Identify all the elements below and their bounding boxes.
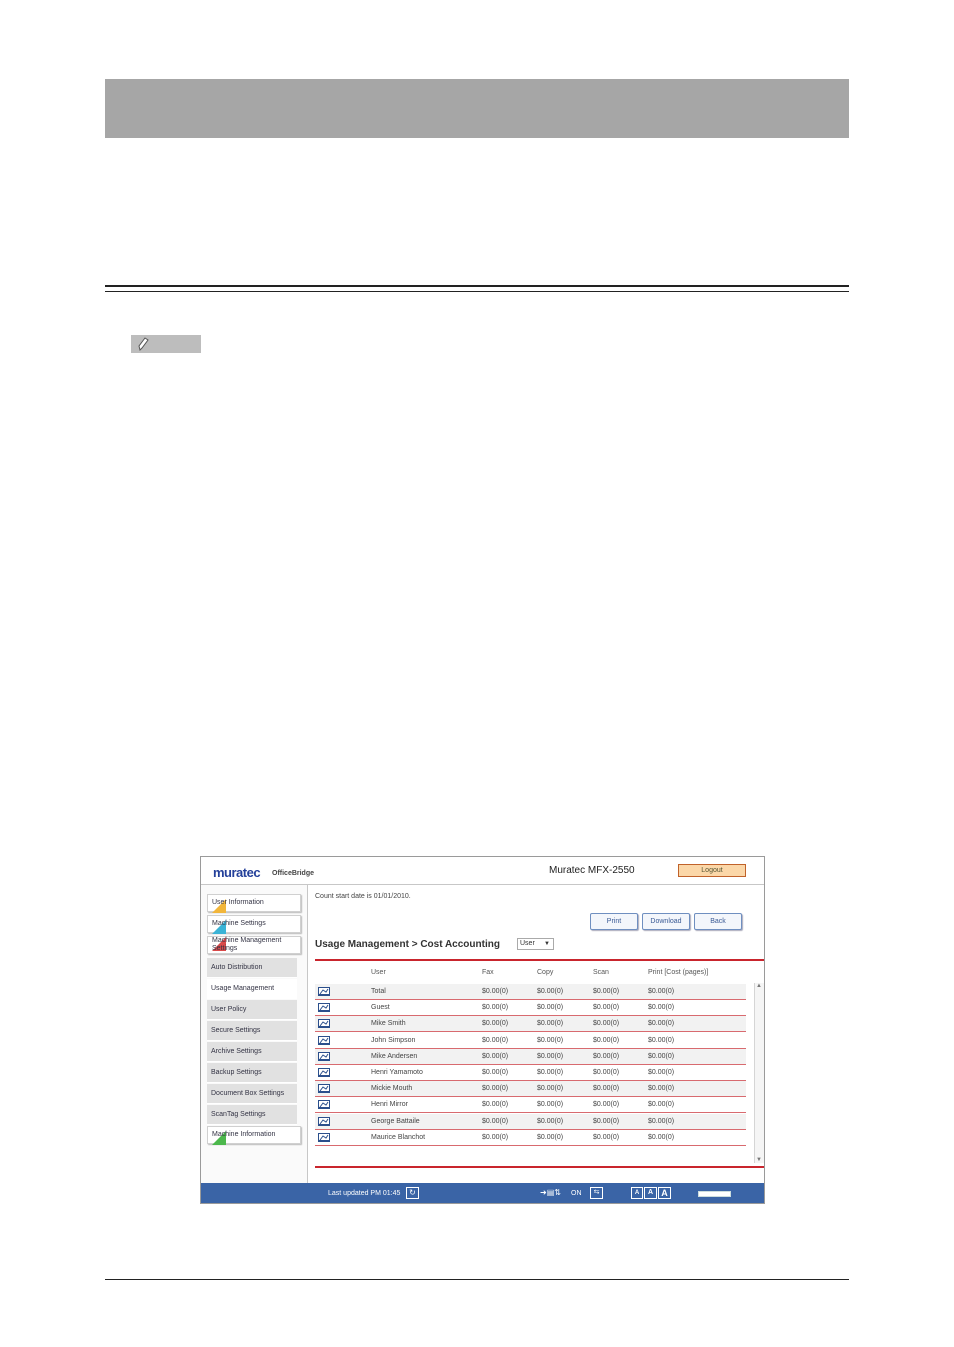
- column-header-user: User: [371, 969, 386, 976]
- cost-cell: $0.00(0): [648, 1069, 675, 1076]
- sidebar-item-secure-settings[interactable]: [207, 1021, 297, 1041]
- cost-cell: $0.00(0): [537, 1052, 564, 1060]
- cost-cell: $0.00(0): [537, 1085, 564, 1093]
- cost-cell: $0.00(0): [593, 1085, 620, 1093]
- user-detail-icon[interactable]: [318, 1117, 330, 1126]
- scroll-down-icon[interactable]: ▼: [756, 1157, 762, 1163]
- table-top-rule: [315, 959, 764, 961]
- user-name-cell: Henri Yamamoto: [371, 1069, 423, 1076]
- sidebar-item-user-policy[interactable]: [207, 1000, 297, 1020]
- user-name-cell: Total: [371, 988, 386, 995]
- column-header-print: Print [Cost (pages)]: [648, 969, 709, 976]
- cost-cell: $0.00(0): [537, 1133, 564, 1141]
- download-button[interactable]: Download: [642, 913, 690, 930]
- connection-toggle-icon[interactable]: ⇆: [590, 1187, 603, 1199]
- sidebar-item-label: Machine Information: [212, 1131, 276, 1138]
- sidebar-item-label: Backup Settings: [211, 1069, 262, 1076]
- status-progress-bar: [698, 1191, 731, 1197]
- sidebar: [201, 885, 308, 1183]
- user-name-cell: Mike Andersen: [371, 1052, 418, 1060]
- section-rule-thin: [105, 291, 849, 292]
- cost-cell: $0.00(0): [593, 1004, 620, 1012]
- sidebar-item-user-information[interactable]: [207, 894, 301, 912]
- cost-cell: $0.00(0): [648, 1101, 675, 1109]
- model-name: Muratec MFX-2550: [549, 865, 635, 876]
- cost-cell: $0.00(0): [482, 1069, 509, 1076]
- last-updated: Last updated PM 01:45: [328, 1190, 401, 1197]
- sidebar-item-archive-settings[interactable]: [207, 1042, 297, 1062]
- section-rule: [105, 285, 849, 287]
- cost-cell: $0.00(0): [482, 1133, 509, 1141]
- sidebar-item-label: ScanTag Settings: [211, 1111, 266, 1118]
- cost-cell: $0.00(0): [648, 1133, 675, 1141]
- column-header-copy: Copy: [537, 969, 554, 976]
- column-header-scan: Scan: [593, 969, 609, 976]
- user-detail-icon[interactable]: [318, 1068, 330, 1077]
- table-bottom-rule: [315, 1166, 764, 1168]
- cost-cell: $0.00(0): [648, 1052, 675, 1060]
- table-row: [315, 1000, 746, 1016]
- network-status-icon: ➜▤⇅: [540, 1188, 561, 1197]
- cost-cell: $0.00(0): [648, 988, 675, 995]
- view-select-value: User: [520, 940, 535, 947]
- cost-cell: $0.00(0): [593, 1117, 620, 1125]
- table-scrollbar[interactable]: [754, 983, 764, 1163]
- cost-cell: $0.00(0): [482, 1004, 509, 1012]
- table-row: [315, 1016, 746, 1032]
- user-name-cell: Henri Mirror: [371, 1101, 408, 1109]
- sidebar-item-label: User Information: [212, 899, 264, 906]
- cost-cell: $0.00(0): [648, 1085, 675, 1093]
- user-name-cell: Maurice Blanchot: [371, 1133, 426, 1141]
- sidebar-item-label: Document Box Settings: [211, 1090, 285, 1097]
- table-row: [315, 1049, 746, 1065]
- sidebar-item-machine-management-settings[interactable]: [207, 936, 301, 954]
- brand-logo: muratec: [213, 865, 261, 880]
- cost-cell: $0.00(0): [537, 1036, 564, 1044]
- cost-cell: $0.00(0): [482, 1117, 509, 1125]
- cost-cell: $0.00(0): [537, 1069, 564, 1076]
- user-detail-icon[interactable]: [318, 1003, 330, 1012]
- cost-cell: $0.00(0): [482, 988, 509, 995]
- cost-cell: $0.00(0): [482, 1085, 509, 1093]
- user-name-cell: Mickie Mouth: [371, 1085, 413, 1093]
- main-panel: [308, 885, 764, 1183]
- chapter-header-band: [105, 79, 849, 138]
- user-detail-icon[interactable]: [318, 1052, 330, 1061]
- cost-cell: $0.00(0): [482, 1052, 509, 1060]
- sidebar-item-label: Auto Distribution: [211, 964, 263, 971]
- cost-cell: $0.00(0): [482, 1101, 509, 1109]
- scroll-up-icon[interactable]: ▲: [756, 983, 762, 989]
- sidebar-item-auto-distribution[interactable]: [207, 958, 297, 978]
- user-detail-icon[interactable]: [318, 1100, 330, 1109]
- user-name-cell: John Simpson: [371, 1036, 416, 1044]
- sidebar-item-label: Secure Settings: [211, 1027, 261, 1034]
- table-row: [315, 1097, 746, 1113]
- cost-cell: $0.00(0): [593, 1133, 620, 1141]
- user-detail-icon[interactable]: [318, 1084, 330, 1093]
- cost-cell: $0.00(0): [537, 1004, 564, 1012]
- user-detail-icon[interactable]: [318, 1019, 330, 1028]
- font-size-small-button[interactable]: A: [631, 1187, 643, 1199]
- count-start-date: Count start date is 01/01/2010.: [315, 893, 411, 900]
- cost-cell: $0.00(0): [593, 1020, 620, 1028]
- cost-cell: $0.00(0): [537, 988, 564, 995]
- logout-button[interactable]: Logout: [678, 864, 746, 877]
- refresh-icon[interactable]: ↻: [406, 1187, 419, 1199]
- cost-cell: $0.00(0): [648, 1004, 675, 1012]
- cost-cell: $0.00(0): [482, 1036, 509, 1044]
- cost-cell: $0.00(0): [482, 1020, 509, 1028]
- user-name-cell: Guest: [371, 1004, 390, 1012]
- table-row: [315, 1114, 746, 1130]
- table-row: [315, 1033, 746, 1049]
- on-label: ON: [571, 1190, 582, 1197]
- back-button[interactable]: Back: [694, 913, 742, 930]
- cost-cell: $0.00(0): [537, 1020, 564, 1028]
- cost-cell: $0.00(0): [593, 1036, 620, 1044]
- column-header-fax: Fax: [482, 969, 494, 976]
- cost-cell: $0.00(0): [593, 1101, 620, 1109]
- top-bar: [201, 857, 764, 885]
- cost-cell: $0.00(0): [593, 988, 620, 995]
- sidebar-item-label: Machine Settings: [212, 920, 266, 927]
- sidebar-item-machine-information[interactable]: [207, 1126, 301, 1144]
- view-select[interactable]: [517, 938, 554, 950]
- sidebar-item-usage-management[interactable]: [207, 979, 297, 999]
- footer-rule: [105, 1279, 849, 1280]
- sidebar-item-label: Usage Management: [211, 985, 275, 992]
- user-name-cell: George Battaile: [371, 1117, 420, 1125]
- cost-cell: $0.00(0): [648, 1117, 675, 1125]
- cost-cell: $0.00(0): [537, 1117, 564, 1125]
- sidebar-item-label: User Policy: [211, 1006, 247, 1013]
- cost-cell: $0.00(0): [648, 1020, 675, 1028]
- user-name-cell: Mike Smith: [371, 1020, 406, 1028]
- print-button[interactable]: Print: [590, 913, 638, 930]
- table-row: [315, 984, 746, 1000]
- note-tab: [131, 335, 201, 353]
- web-ui-screenshot: [200, 856, 765, 1204]
- cost-cell: $0.00(0): [593, 1052, 620, 1060]
- user-detail-icon[interactable]: [318, 1133, 330, 1142]
- cost-cell: $0.00(0): [648, 1036, 675, 1044]
- sidebar-item-document-box-settings[interactable]: [207, 1084, 297, 1104]
- table-row: [315, 1065, 746, 1081]
- sidebar-item-backup-settings[interactable]: [207, 1063, 297, 1083]
- sidebar-item-machine-settings[interactable]: [207, 915, 301, 933]
- cost-cell: $0.00(0): [593, 1069, 620, 1076]
- font-size-large-button[interactable]: A: [658, 1187, 671, 1199]
- sidebar-item-label: Machine Management Settings: [212, 937, 282, 952]
- user-detail-icon[interactable]: [318, 987, 330, 996]
- table-row: [315, 1130, 746, 1146]
- cost-cell: $0.00(0): [537, 1101, 564, 1109]
- chevron-down-icon: ▼: [544, 941, 550, 947]
- table-row: [315, 1081, 746, 1097]
- sidebar-item-label: Archive Settings: [211, 1048, 262, 1055]
- font-size-medium-button[interactable]: A: [644, 1187, 657, 1199]
- pencil-note-icon: [136, 336, 150, 352]
- brand-sub-logo: OfficeBridge: [272, 870, 315, 877]
- page-title: Usage Management > Cost Accounting: [315, 939, 500, 950]
- status-bar: [201, 1183, 764, 1203]
- user-detail-icon[interactable]: [318, 1036, 330, 1045]
- sidebar-item-scantag-settings[interactable]: [207, 1105, 297, 1125]
